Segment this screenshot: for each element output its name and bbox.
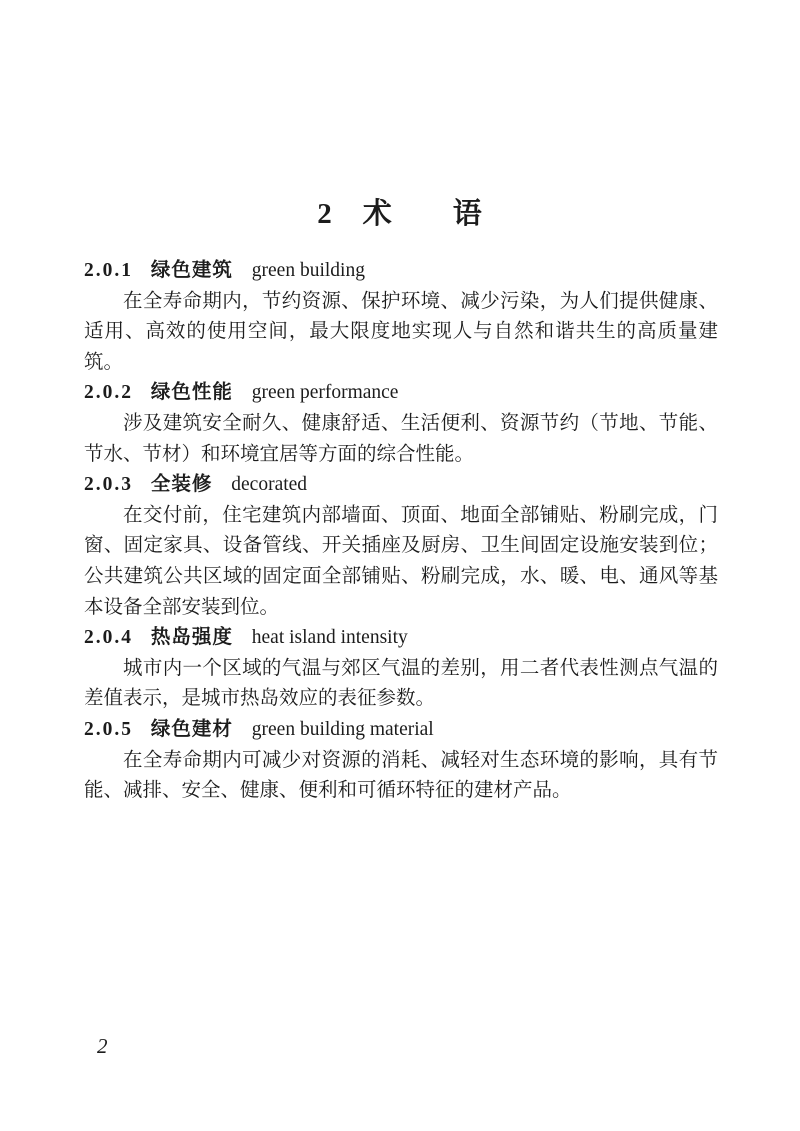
term-entry: [84, 378, 718, 470]
term-name-zh: 绿色性能: [150, 382, 233, 404]
term-name-en: green performance: [251, 382, 399, 404]
term-definition: 城市内一个区域的气温与郊区气温的差别，用二者代表性测点气温的差值表示，是城市热岛效应的表征参数。: [84, 657, 718, 710]
term-number: 2.0.4: [84, 627, 133, 649]
term-heading: [84, 470, 718, 501]
term-name-zh: 全装修: [150, 474, 213, 496]
chapter-title: 2 术 语: [317, 198, 483, 231]
term-heading: [84, 715, 718, 746]
terms-section: [84, 256, 718, 807]
term-heading: [84, 378, 718, 409]
term-name-en: green building: [251, 260, 365, 281]
term-definition: 在全寿命期内可减少对资源的消耗、减轻对生态环境的影响，具有节能、减排、安全、健康、便利和可循环特征的建材产品。: [84, 749, 718, 802]
term-entry: [84, 256, 718, 378]
term-entry: [84, 715, 718, 807]
term-entry: [84, 623, 718, 715]
term-name-en: decorated: [231, 474, 308, 496]
term-definition: 在全寿命期内，节约资源、保护环境、减少污染，为人们提供健康、适用、高效的使用空间，最大限度地实现人与自然和谐共生的高质量建筑。: [84, 290, 718, 373]
term-name-zh: 热岛强度: [150, 627, 233, 649]
term-name-en: heat island intensity: [251, 627, 408, 649]
page-number: 2: [97, 1034, 108, 1058]
term-definition: 涉及建筑安全耐久、健康舒适、生活便利、资源节约（节地、节能、节水、节材）和环境宜居等方面的综合性能。: [84, 412, 718, 465]
term-name-zh: 绿色建筑: [150, 260, 233, 281]
term-name-zh: 绿色建材: [150, 718, 233, 740]
term-name-en: green building material: [251, 718, 434, 740]
term-definition: 在交付前，住宅建筑内部墙面、顶面、地面全部铺贴、粉刷完成，门窗、固定家具、设备管线、开关插座及厨房、卫生间固定设施安装到位；公共建筑公共区域的固定面全部铺贴、粉刷完成，水、暖、电、通风等基本设备全部安装到位。: [84, 504, 718, 618]
term-number: 2.0.3: [84, 474, 133, 496]
term-number: 2.0.5: [84, 718, 133, 740]
term-number: 2.0.2: [84, 382, 133, 404]
term-number: 2.0.1: [84, 260, 133, 281]
term-heading: [84, 623, 718, 654]
term-entry: [84, 470, 718, 623]
term-heading: [84, 256, 718, 287]
